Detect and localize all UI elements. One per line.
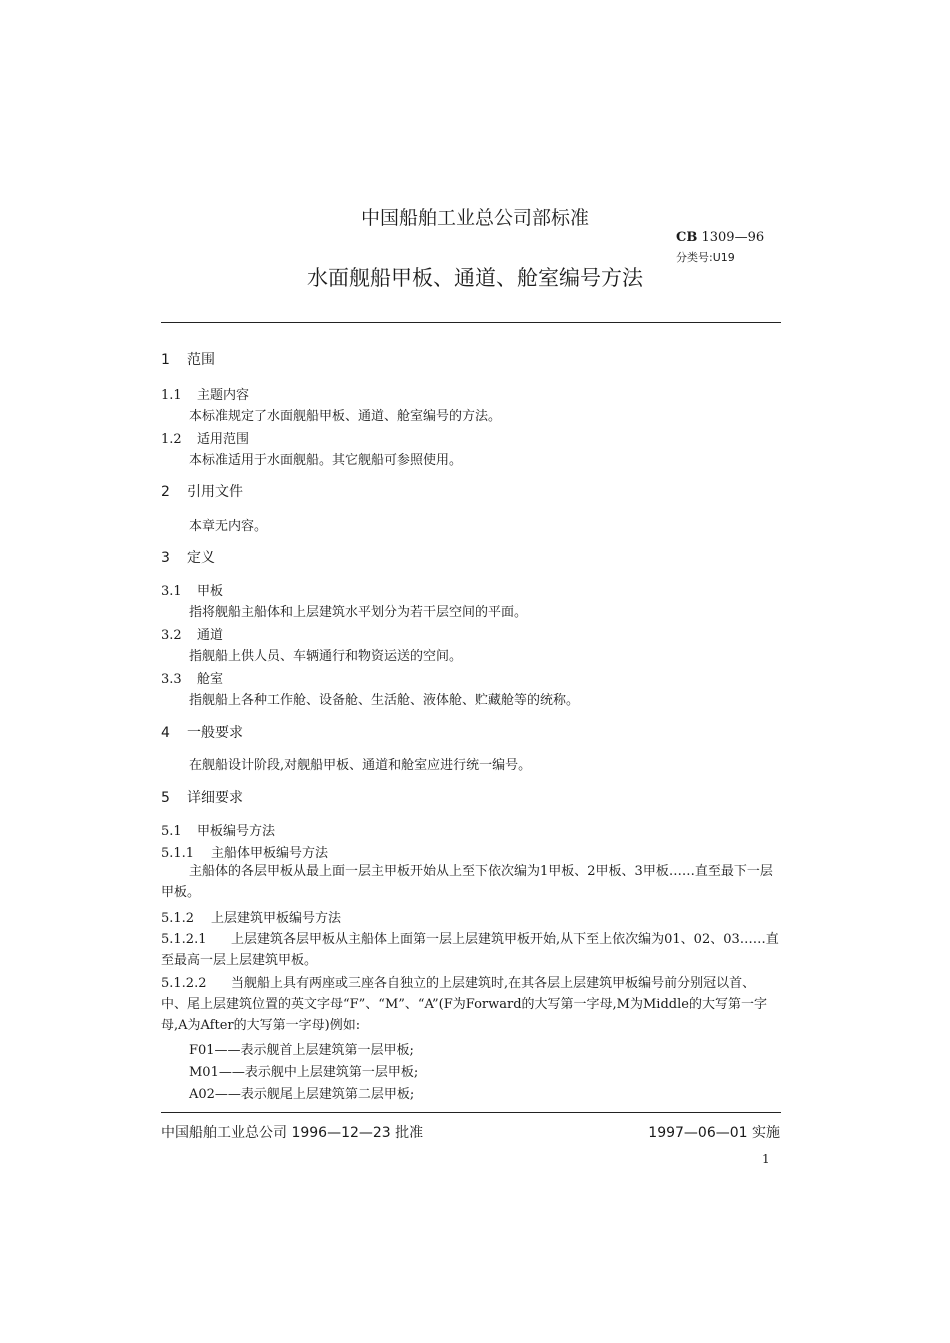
example-a02: A02——表示舰尾上层建筑第二层甲板; [189, 1087, 415, 1102]
section-2-heading: 2 引用文件 [161, 484, 243, 500]
approval-statement: 中国船舶工业总公司 1996—12—23 批准 [161, 1125, 424, 1141]
section-1-heading: 1 范围 [161, 352, 215, 368]
footer-divider [161, 1112, 781, 1113]
section-5-1-2-2-text: 5.1.2.2 当舰船上具有两座或三座各自独立的上层建筑时,在其各层上层建筑甲板编号前分别冠以首、中、尾上层建筑位置的英文字母“F”、“M”、“A”(F为Forward的大写第一字母,M为Middle的大写第一字母,A为After的大写第一字母)例如: [161, 976, 767, 1033]
code-number: 1309—96 [701, 230, 765, 245]
section-3-heading: 3 定义 [161, 550, 215, 566]
example-f01: F01——表示舰首上层建筑第一层甲板; [189, 1043, 414, 1058]
section-3-1-heading: 3.1 甲板 [161, 584, 224, 599]
header-divider [161, 322, 781, 323]
document-title: 水面舰船甲板、通道、舱室编号方法 [307, 266, 643, 290]
section-1-2-heading: 1.2 适用范围 [161, 432, 250, 447]
section-2-text: 本章无内容。 [189, 519, 268, 534]
section-3-3-heading: 3.3 舱室 [161, 672, 224, 687]
section-1-2-text: 本标准适用于水面舰船。其它舰船可参照使用。 [189, 453, 463, 468]
classification-number: 分类号:U19 [676, 251, 735, 264]
section-5-1-1-heading: 5.1.1 主船体甲板编号方法 [161, 846, 329, 861]
code-prefix: CB [676, 230, 698, 245]
effective-date: 1997—06—01 实施 [648, 1125, 780, 1141]
standard-code [676, 230, 764, 245]
example-m01: M01——表示舰中上层建筑第一层甲板; [189, 1065, 419, 1080]
page-number: 1 [762, 1152, 770, 1166]
section-5-1-heading: 5.1 甲板编号方法 [161, 824, 276, 839]
section-5-heading: 5 详细要求 [161, 790, 243, 806]
section-4-text: 在舰船设计阶段,对舰船甲板、通道和舱室应进行统一编号。 [189, 758, 532, 773]
section-4-heading: 4 一般要求 [161, 725, 243, 741]
section-5-1-1-text: 主船体的各层甲板从最上面一层主甲板开始从上至下依次编为1甲板、2甲板、3甲板……直至最下一层甲板。 [161, 864, 773, 900]
section-3-2-text: 指舰船上供人员、车辆通行和物资运送的空间。 [189, 649, 463, 664]
section-5-1-2-1-text: 5.1.2.1 上层建筑各层甲板从主船体上面第一层上层建筑甲板开始,从下至上依次编为01、02、03……直至最高一层上层建筑甲板。 [161, 932, 779, 968]
section-3-2-heading: 3.2 通道 [161, 628, 224, 643]
section-3-3-text: 指舰船上各种工作舱、设备舱、生活舱、液体舱、贮藏舱等的统称。 [189, 693, 580, 708]
section-5-1-2-heading: 5.1.2 上层建筑甲板编号方法 [161, 911, 342, 926]
section-1-1-heading: 1.1 主题内容 [161, 388, 250, 403]
section-1-1-text: 本标准规定了水面舰船甲板、通道、舱室编号的方法。 [189, 409, 502, 424]
org-title: 中国船舶工业总公司部标准 [360, 207, 589, 229]
section-3-1-text: 指将舰船主船体和上层建筑水平划分为若干层空间的平面。 [189, 605, 528, 620]
